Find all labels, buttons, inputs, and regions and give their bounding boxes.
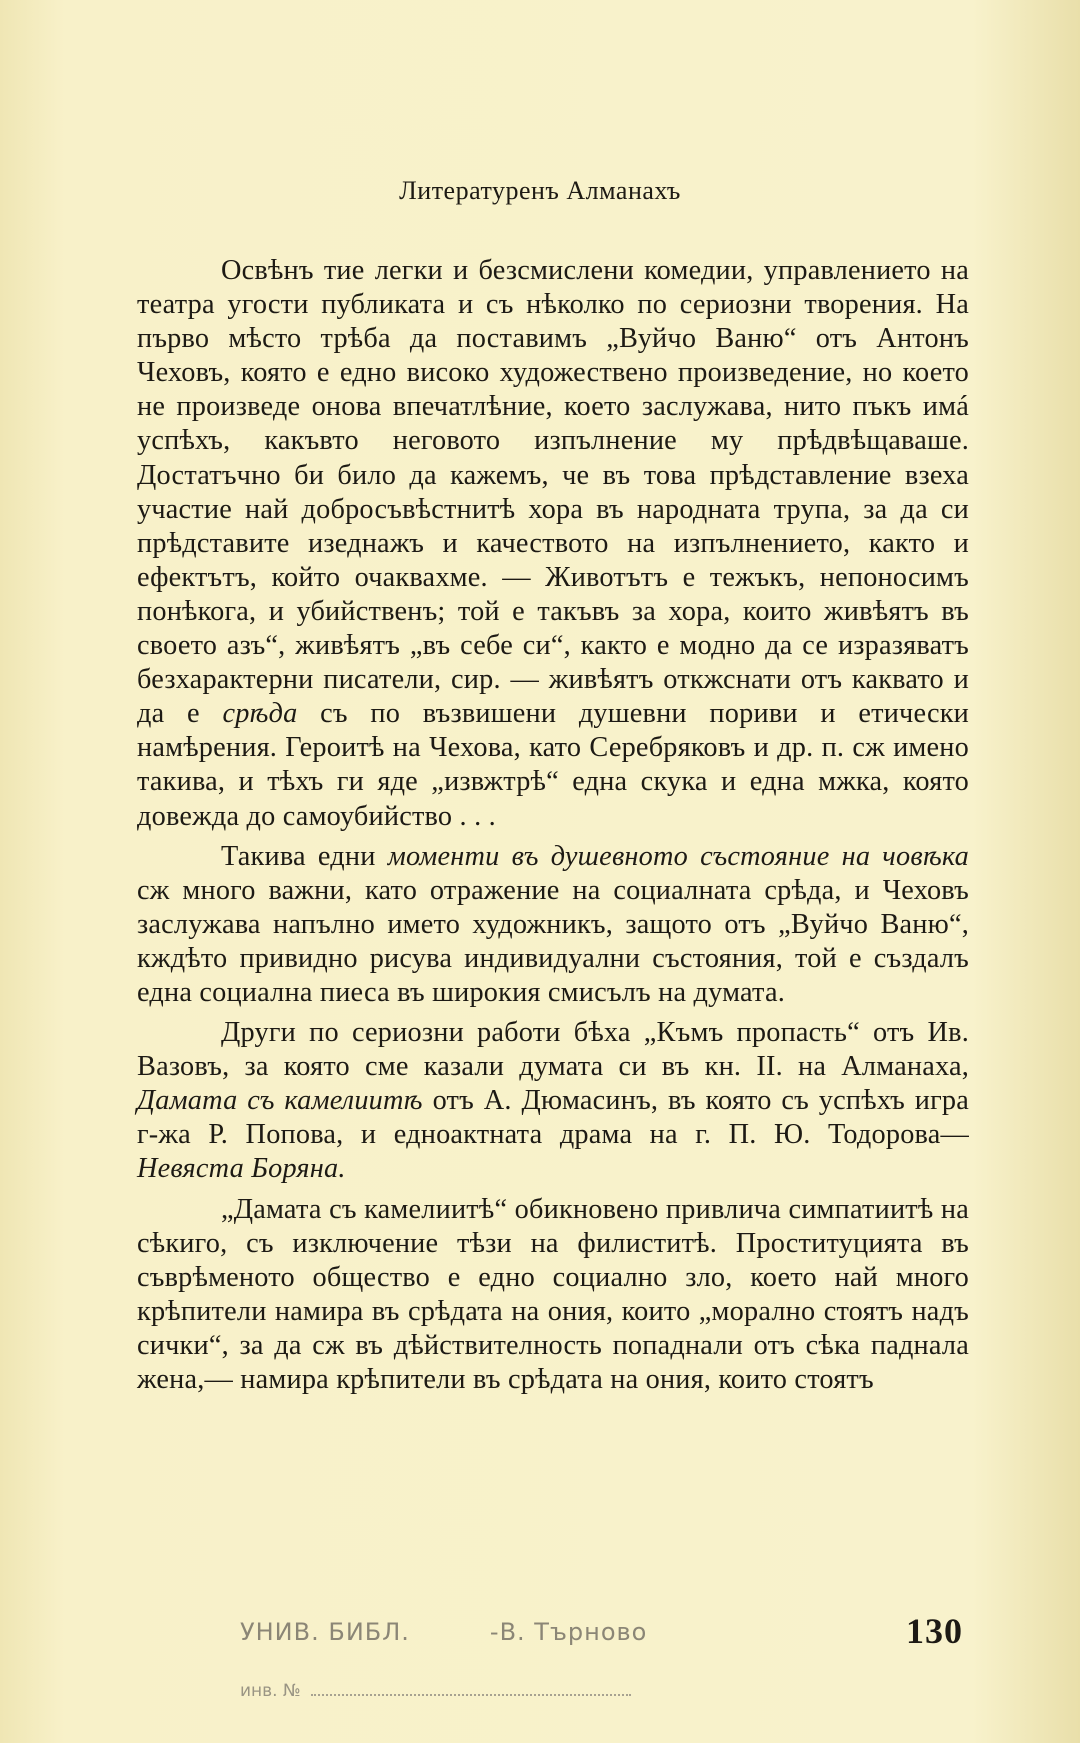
library-stamp <box>240 1618 647 1646</box>
paragraph-3-start: Други по сериозни работи бѣха „Къмъ пропасть“ отъ Ив. Вазовъ, за която сме казали думата си въ кн. II. на Алманаха, <box>137 1017 969 1083</box>
inventory-line <box>240 1680 631 1701</box>
paragraph-4-text: „Дамата съ камелиитѣ“ обикновено привлича симпатиитѣ на сѣкиго, съ изключение тѣзи на филиститѣ. Проституцията въ съврѣменото общество е едно социално зло, което най много крѣпители намира въ срѣдата на ония, които „морално стоятъ надъ сички“, за да сж въ дѣйствителность попаднали отъ сѣка паднала жена,— намира крѣпители въ срѣдата на ония, които стоятъ <box>137 1193 969 1395</box>
paragraph-2 <box>137 840 969 1010</box>
paragraph-1-text: Освѣнъ тие легки и безсмислени комедии, управлението на театра угости публиката и съ нѣколко по сериозни творения. На първо мѣсто трѣба да поставимъ „Вуйчо Ваню“ отъ Антонъ Чеховъ, която е едно високо художествено произведение, но което не произведе онова впечатлѣние, което заслужава, нито пъкъ имá успѣхъ, какъвто неговото изпълнение му прѣдвѣщаваше. Достатъчно би било да кажемъ, че въ това прѣдставление взеха участие най добросъвѣстнитѣ хора въ народната трупа, за да си прѣдставите изеднажъ и качеството на изпълнението, както и ефектътъ, който очаквахме. — Животътъ е тежъкъ, непоносимъ понѣкога, и убийственъ; той е такъвъ за хора, които живѣятъ въ своето азъ“, живѣятъ „въ себе си“, както е модно да се изразяватъ безхарактерни писатели, сир. — живѣятъ откжснати отъ каквато и да е <box>137 255 969 730</box>
paragraph-1 <box>137 254 969 834</box>
paragraph-3-italic-2: Невяста Боряна. <box>137 1153 346 1185</box>
paragraph-2-start: Такива едни <box>221 840 388 872</box>
paragraph-3-mid: отъ А. Дюмасинъ, въ която съ успѣхъ игра г-жа Р. Попова, и едноактната драма на г. П. Ю. Тодорова— <box>137 1085 970 1151</box>
paragraph-3-italic-1: Дамата съ камелиитѣ <box>137 1085 423 1117</box>
paragraph-1-rest: съ по възвишени душевни пориви и етически намѣрения. Героитѣ на Чехова, като Серебряковъ и др. п. сж имено такива, и тѣхъ ги яде „извжтрѣ“ една скука и една мжка, която довежда до самоубийство . . . <box>137 698 970 832</box>
paragraph-3 <box>137 1016 969 1186</box>
page-number: 130 <box>906 1611 963 1651</box>
paragraph-2-rest: сж много важни, като отражение на социалната срѣда, и Чеховъ заслужава напълно името художникъ, защото отъ „Вуйчо Ваню“, кждѣто привидно рисува индивидуални състояния, той е създалъ една социална пиеса въ широкия смисълъ на думата. <box>137 874 969 1008</box>
stamp-right: -В. Търново <box>489 1618 648 1646</box>
paragraph-1-italic: срѣда <box>222 698 298 730</box>
inventory-dots <box>311 1680 631 1696</box>
paragraph-4 <box>137 1193 969 1398</box>
running-title: Литературенъ Алманахъ <box>399 176 681 205</box>
article-body <box>137 254 969 1403</box>
inventory-label: инв. № <box>240 1681 301 1701</box>
stamp-left: УНИВ. БИБЛ. <box>240 1618 410 1646</box>
paragraph-2-italic: моменти въ душевното състояние на човѣка <box>387 840 969 872</box>
